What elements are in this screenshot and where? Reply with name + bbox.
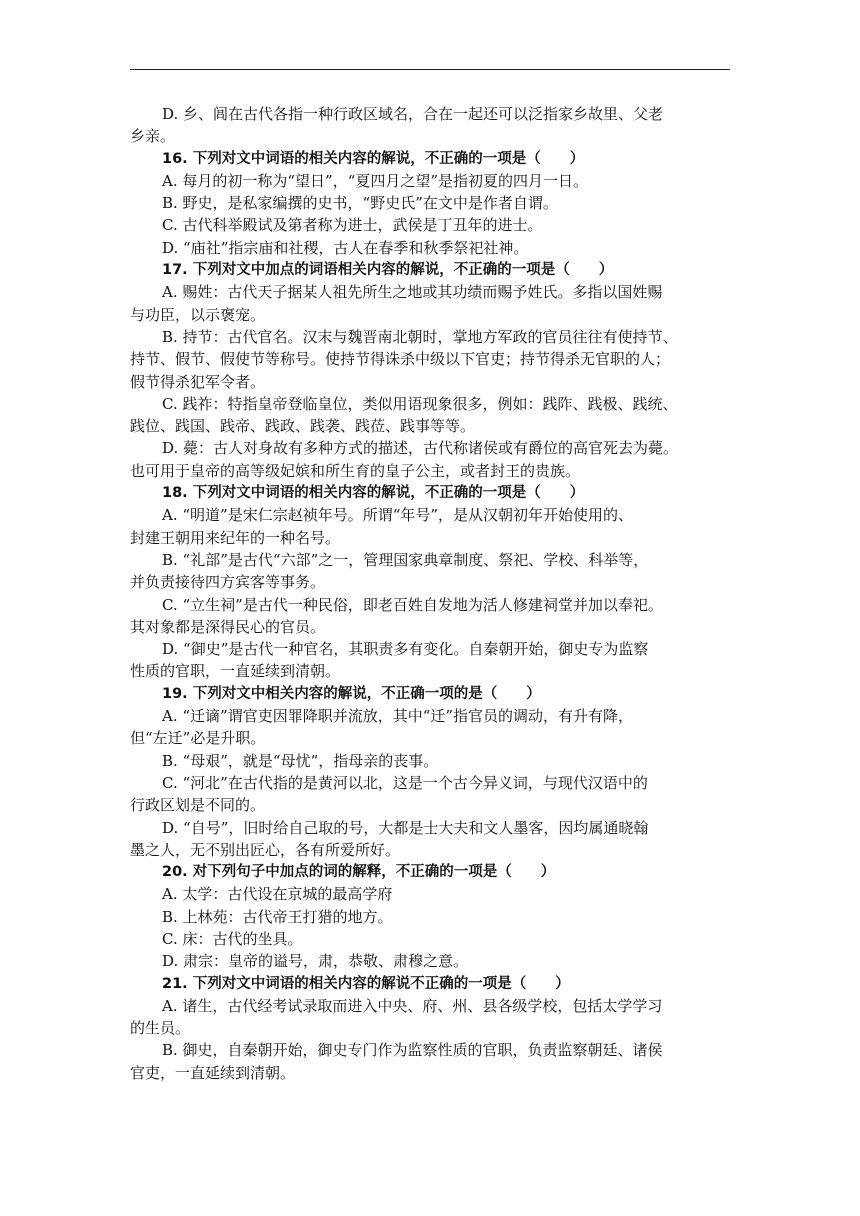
text-line: D. 肃宗：皇帝的谥号，肃，恭敬、肃穆之意。 [162,952,469,971]
text-line: C. “河北”在古代指的是黄河以北，这是一个古今异义词，与现代汉语中的 [162,773,648,792]
text-line: 也可用于皇帝的高等级妃嫔和所生育的皇子公主，或者封王的贵族。 [130,461,581,480]
text-line: B. “礼部”是古代“六部”之一，管理国家典章制度、祭祀、学校、科举等， [162,550,649,569]
answer-option [130,237,730,259]
text-line: B. 上林苑：古代帝王打猎的地方。 [162,907,393,926]
text-line: 21. 下列对文中词语的相关内容的解说不正确的一项是（ ） [162,975,570,992]
text-line: 官吏，一直延续到清朝。 [130,1063,296,1082]
text-line: A. 诸生，古代经考试录取而进入中央、府、州、县各级学校，包括太学学习 [162,996,663,1015]
question-heading [130,482,730,504]
text-line: 乡亲。 [130,127,176,146]
text-line: D. “御史”是古代一种官名，其职责多有变化。自秦朝开始，御史专为监察 [162,640,649,659]
text-line: C. 践祚：特指皇帝登临皇位，类似用语现象很多，例如：践阼、践极、践统、 [162,394,678,413]
header-rule [130,69,730,70]
answer-option [130,192,730,214]
text-line: 但“左迁”必是升职。 [130,729,266,748]
text-line: C. 床：古代的坐具。 [162,929,303,948]
answer-option [130,705,730,750]
text-line: A. 太学：古代设在京城的最高学府 [162,885,393,904]
text-line: 墨之人，无不别出匠心，各有所爱所好。 [130,840,401,859]
text-line: B. 御史，自秦朝开始，御史专门作为监察性质的官职，负责监察朝廷、诸侯 [162,1041,663,1060]
text-line: D. 薨：古人对身故有多种方式的描述，古代称诸侯或有爵位的高官死去为薨。 [162,439,679,458]
text-line: 18. 下列对文中词语的相关内容的解说，不正确的一项是（ ） [162,485,585,502]
answer-option [130,214,730,236]
text-line: 性质的官职，一直延续到清朝。 [130,662,341,681]
text-line: 封建王朝用来纪年的一种名号。 [130,528,341,547]
text-line: 践位、践国、践帝、践政、践袭、践莅、践事等等。 [130,417,476,436]
text-line: 19. 下列对文中相关内容的解说，不正确一项的是（ ） [162,685,541,702]
text-line: A. 每月的初一称为“望日”，“夏四月之望”是指初夏的四月一日。 [162,171,589,190]
answer-option [130,281,730,326]
answer-option [130,103,730,148]
answer-option [130,504,730,549]
answer-option [130,437,730,482]
question-heading [130,259,730,281]
answer-option [130,950,730,972]
text-line: 持节、假节、假使节等称号。使持节得诛杀中级以下官吏；持节得杀无官职的人； [130,350,671,369]
text-line: 假节得杀犯军令者。 [130,372,266,391]
text-line: C. 古代科举殿试及第者称为进士，武侯是丁丑年的进士。 [162,216,543,235]
question-heading [130,861,730,883]
answer-option [130,1039,730,1084]
text-line: A. “明道”是宋仁宗赵祯年号。所谓“年号”，是从汉朝初年开始使用的、 [162,506,634,525]
answer-option [130,995,730,1040]
text-line: C. “立生祠”是古代一种民俗，即老百姓自发地为活人修建祠堂并加以奉祀。 [162,595,663,614]
answer-option [130,928,730,950]
text-line: 与功臣，以示褒宠。 [130,305,266,324]
answer-option [130,883,730,905]
text-line: 行政区划是不同的。 [130,796,266,815]
text-line: 其对象都是深得民心的官员。 [130,617,326,636]
answer-option [130,772,730,817]
answer-option [130,638,730,683]
text-line: 并负责接待四方宾客等事务。 [130,573,326,592]
question-heading [130,973,730,995]
answer-option [130,594,730,639]
answer-option [130,326,730,393]
answer-option [130,549,730,594]
text-line: 20. 对下列句子中加点的词的解释，不正确的一项是（ ） [162,864,556,881]
text-line: D. “庙社”指宗庙和社稷，古人在春季和秋季祭祀社神。 [162,238,529,257]
answer-option [130,750,730,772]
document-body [130,103,730,1084]
text-line: A. 赐姓：古代天子据某人祖先所生之地或其功绩而赐予姓氏。多指以国姓赐 [162,283,663,302]
answer-option [130,906,730,928]
text-line: D. 乡、闾在古代各指一种行政区域名，合在一起还可以泛指家乡故里、父老 [162,105,664,123]
question-heading [130,683,730,705]
text-line: D. “自号”，旧时给自己取的号，大都是士大夫和文人墨客，因均属通晓翰 [162,818,649,837]
text-line: 16. 下列对文中词语的相关内容的解说，不正确的一项是（ ） [162,150,585,167]
text-line: B. 野史，是私家编撰的史书，“野史氏”在文中是作者自谓。 [162,194,558,213]
question-heading [130,148,730,170]
answer-option [130,817,730,862]
text-line: B. 持节：古代官名。汉末与魏晋南北朝时，掌地方军政的官员往往有使持节、 [162,327,678,346]
answer-option [130,170,730,192]
text-line: 的生员。 [130,1019,191,1038]
text-line: 17. 下列对文中加点的词语相关内容的解说，不正确的一项是（ ） [162,262,614,279]
answer-option [130,393,730,438]
text-line: B. “母艰”，就是“母忧”，指母亲的丧事。 [162,751,439,770]
text-line: A. “迁谪”谓官吏因罪降职并流放，其中“迁”指官员的调动，有升有降， [162,707,634,726]
